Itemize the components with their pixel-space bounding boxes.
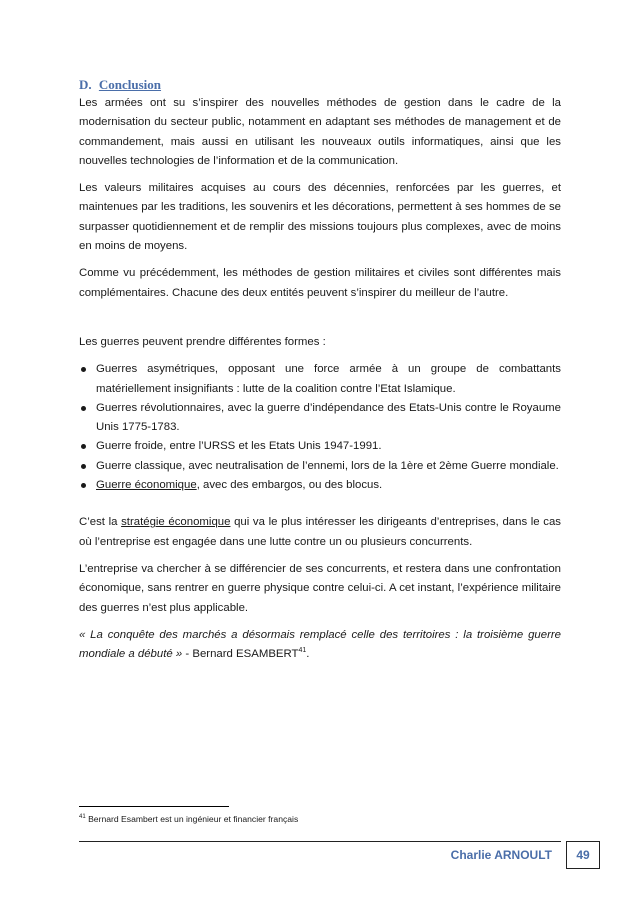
paragraph-2: Les valeurs militaires acquises au cours des décennies, renforcées par les guerres, et maintenues par les traditions, les souvenirs et les décorations, permettent à ses hommes de se surpasser quotidiennement et de remplir des missions toujours plus complexes, avec de moins en moins de moyens. xyxy=(79,182,561,253)
bullet-icon xyxy=(81,483,86,488)
list-item xyxy=(79,399,561,438)
bullet-icon xyxy=(81,444,86,449)
section-heading xyxy=(79,76,561,94)
paragraph-1: Les armées ont su s’inspirer des nouvelles méthodes de gestion dans le cadre de la modernisation du secteur public, notamment en adaptant ses méthodes de management et de commandement, mais aussi en utilisant les nouveaux outils informatiques, ainsi que les nouvelles technologies de l’information et de la communication. xyxy=(79,97,561,167)
paragraph-4: Les guerres peuvent prendre différentes formes : xyxy=(79,335,326,348)
quote-attribution: - Bernard ESAMBERT xyxy=(182,648,299,661)
economic-strategy-term: stratégie économique xyxy=(121,516,231,529)
page-number: 49 xyxy=(566,841,600,869)
page-body xyxy=(79,76,561,672)
quote-paragraph xyxy=(79,626,561,665)
bullet-icon xyxy=(81,406,86,411)
list-item-text: Guerre froide, entre l’URSS et les Etats Unis 1947-1991. xyxy=(96,440,382,453)
quote-end: . xyxy=(306,648,310,661)
footnote-text: Bernard Esambert est un ingénieur et financier français xyxy=(85,814,299,824)
list-item-text: , avec des embargos, ou des blocus. xyxy=(196,479,383,492)
paragraph-5 xyxy=(79,513,561,552)
list-item xyxy=(79,476,561,495)
footnote xyxy=(79,814,298,824)
footnote-reference[interactable]: 41 xyxy=(298,647,307,655)
paragraph-5-start: C’est la xyxy=(79,516,122,529)
list-item-text: Guerres asymétriques, opposant une force armée à un groupe de combattants matériellement insignifiants : lutte de la coalition contre l’Etat Islamique. xyxy=(96,363,561,395)
list-item xyxy=(79,360,561,399)
bullet-icon xyxy=(81,367,86,372)
footnote-number: 41 xyxy=(79,814,86,821)
list-item-text: Guerre classique, avec neutralisation de l’ennemi, lors de la 1ère et 2ème Guerre mondiale. xyxy=(96,459,559,472)
list-item xyxy=(79,457,561,476)
footnote-separator xyxy=(79,806,229,807)
section-number: D. xyxy=(79,77,92,92)
war-types-list xyxy=(79,360,561,495)
paragraph-5-end: qui va le plus intéresser les dirigeants d’entreprises, dans le cas où l’entreprise est engagée dans une lutte contre un ou plusieurs concurrents. xyxy=(79,516,561,548)
bullet-icon xyxy=(81,464,86,469)
list-item-text: Guerres révolutionnaires, avec la guerre d’indépendance des Etats-Unis contre le Royaume Unis 1775-1783. xyxy=(96,401,561,434)
paragraph-6: L’entreprise va chercher à se différencier de ses concurrents, et restera dans une confrontation économique, sans rentrer en guerre physique contre celui-ci. A cet instant, l’expérience militaire des guerres n’est plus applicable. xyxy=(79,562,561,614)
quote-text: « La conquête des marchés a désormais remplacé celle des territoires : la troisième guerre mondiale a débuté » xyxy=(79,628,561,661)
list-item xyxy=(79,437,561,456)
paragraph-3: Comme vu précédemment, les méthodes de gestion militaires et civiles sont différentes mais complémentaires. Chacune des deux entités peuvent s’inspirer du meilleur de l’autre. xyxy=(79,267,561,299)
footer-rule xyxy=(79,841,561,842)
footer-author: Charlie ARNOULT xyxy=(450,848,552,862)
section-title: Conclusion xyxy=(98,77,162,92)
economic-war-term: Guerre économique xyxy=(96,479,197,492)
